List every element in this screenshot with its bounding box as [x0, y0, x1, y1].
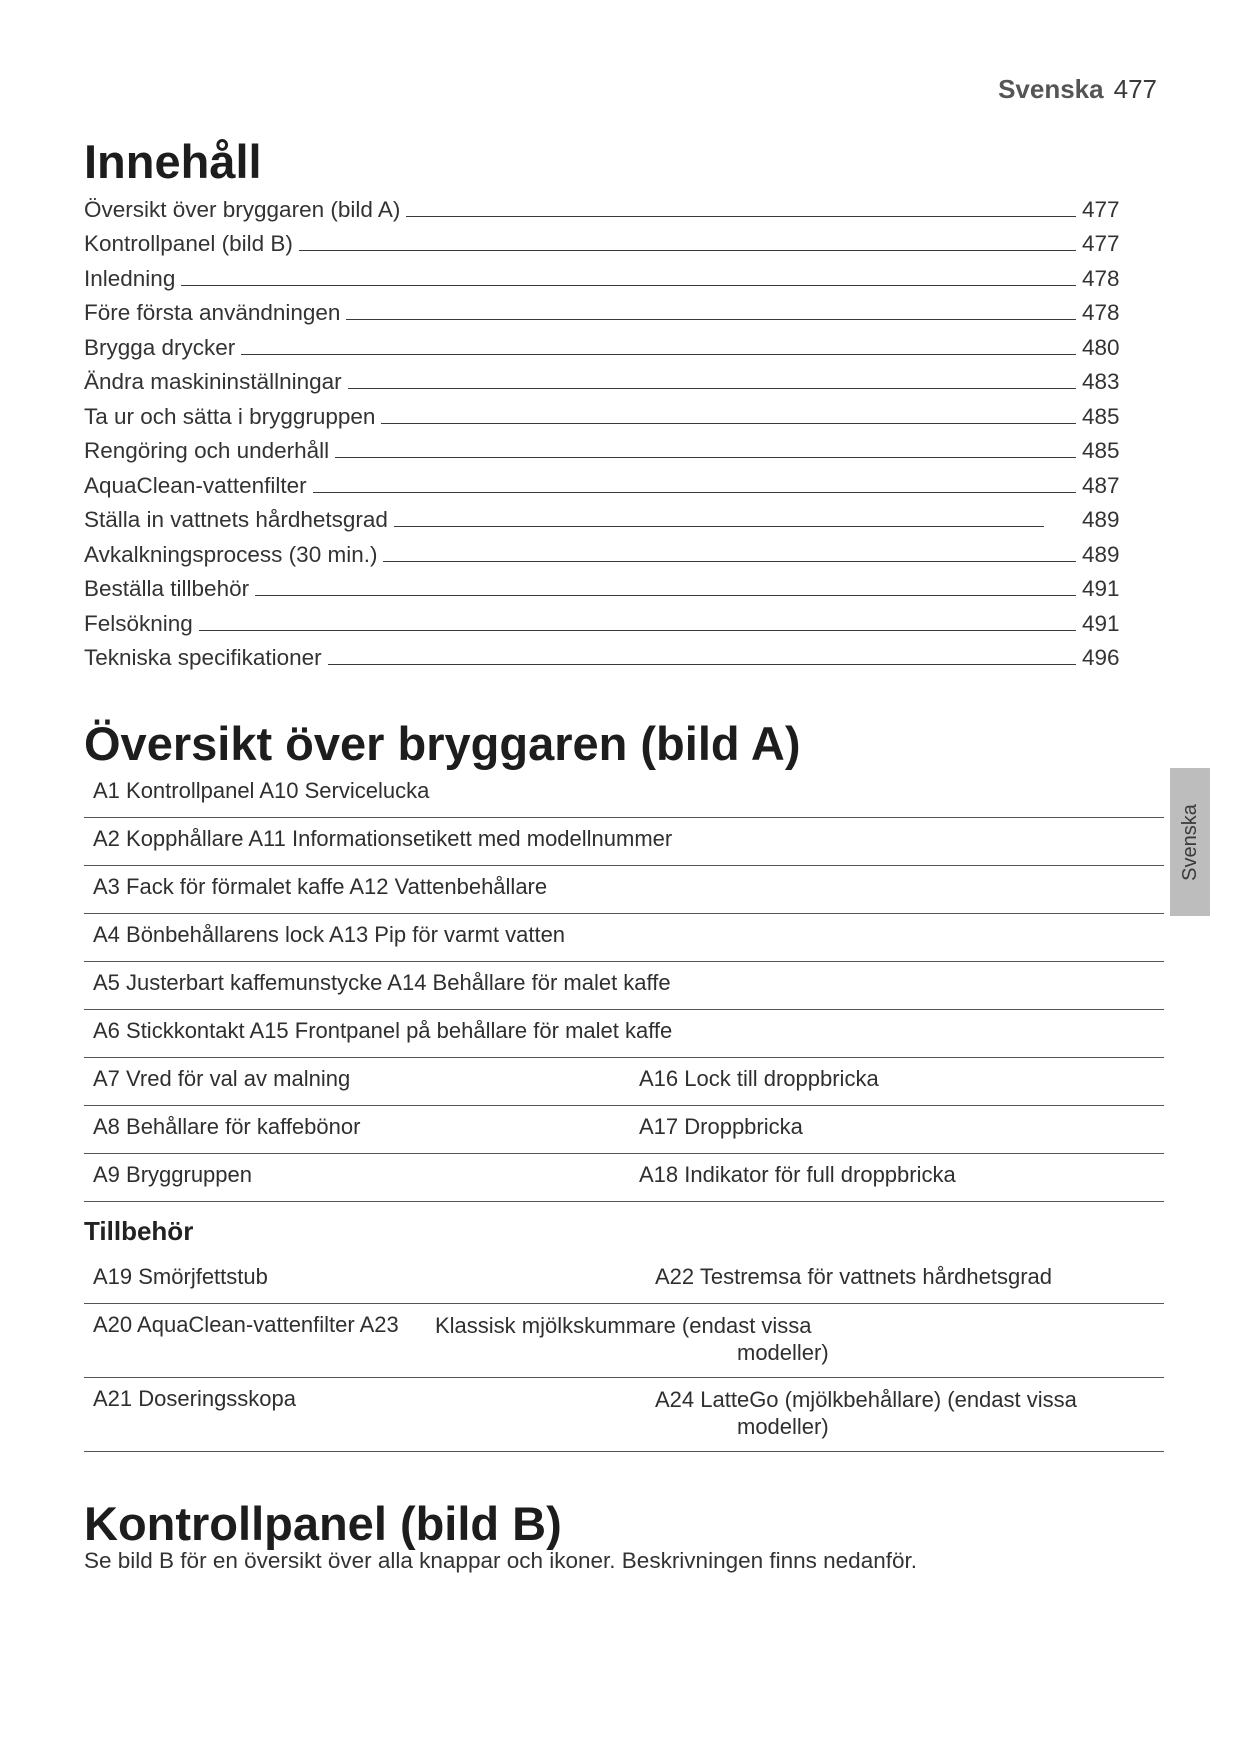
table-row — [84, 914, 1164, 962]
table-cell: A20 AquaClean-vattenfilter A23 — [93, 1312, 399, 1337]
overview-section-title: Översikt över bryggaren (bild A) — [84, 717, 801, 770]
table-cell: A16 Lock till droppbricka — [639, 1066, 879, 1091]
toc-title: Innehåll — [84, 135, 262, 188]
table-row — [84, 1304, 1164, 1378]
toc-entry-page: 477 — [1082, 231, 1120, 256]
overview-parts-table — [84, 770, 1164, 1202]
table-cell — [435, 1312, 829, 1366]
control-panel-section-title: Kontrollpanel (bild B) — [84, 1497, 562, 1550]
toc-entry-label: Översikt över bryggaren (bild A) — [84, 196, 401, 222]
table-row — [84, 1154, 1164, 1202]
accessories-subtitle: Tillbehör — [84, 1216, 194, 1246]
toc-leader-line — [313, 492, 1076, 493]
table-cell: A7 Vred för val av malning — [93, 1066, 351, 1091]
toc-entry-page: 496 — [1082, 645, 1120, 670]
side-tab-label: Svenska — [1178, 803, 1201, 881]
table-cell-line: modeller) — [737, 1340, 829, 1365]
toc-leader-line — [348, 388, 1076, 389]
toc-entry-label: AquaClean-vattenfilter — [84, 472, 307, 498]
table-cell: A21 Doseringsskopa — [93, 1386, 297, 1411]
toc-leader-line — [394, 526, 1044, 527]
toc-entry[interactable] — [84, 637, 1124, 672]
toc-entry[interactable] — [84, 602, 1124, 637]
toc-entry-page: 489 — [1082, 541, 1120, 567]
table-row — [84, 1058, 1164, 1106]
toc-entry-page: 491 — [1082, 610, 1120, 636]
toc-entry[interactable] — [84, 188, 1124, 223]
control-panel-description: Se bild B för en översikt över alla knappar och ikoner. Beskrivningen finns nedanför. — [84, 1548, 917, 1573]
toc-entry-label: Kontrollpanel (bild B) — [84, 231, 293, 256]
toc-entry-page: 478 — [1082, 300, 1120, 325]
table-cell — [655, 1386, 1077, 1440]
table-cell-line: Klassisk mjölkskummare (endast vissa — [435, 1313, 812, 1338]
header-page-number: 477 — [1113, 74, 1157, 104]
table-cell: A1 Kontrollpanel A10 Servicelucka — [93, 778, 430, 803]
toc-entry-page: 480 — [1082, 334, 1120, 360]
table-cell-line: modeller) — [737, 1414, 829, 1439]
table-row — [84, 1256, 1164, 1304]
toc-leader-line — [255, 595, 1076, 596]
table-cell: A5 Justerbart kaffemunstycke A14 Behållare för malet kaffe — [93, 970, 671, 995]
table-cell: A9 Bryggruppen — [93, 1162, 252, 1187]
table-cell: A18 Indikator för full droppbricka — [639, 1162, 956, 1187]
language-side-tab — [1170, 768, 1210, 916]
toc-entry-page: 483 — [1082, 369, 1120, 394]
toc-entry-label: Felsökning — [84, 610, 193, 636]
table-row — [84, 1106, 1164, 1154]
toc-leader-line — [299, 250, 1076, 251]
toc-leader-line — [335, 457, 1076, 458]
toc-entry-page: 487 — [1082, 472, 1120, 498]
toc-leader-line — [346, 319, 1076, 320]
table-row — [84, 770, 1164, 818]
page-header — [998, 74, 1157, 105]
toc-entry[interactable] — [84, 223, 1124, 258]
table-cell: A22 Testremsa för vattnets hårdhetsgrad — [655, 1264, 1053, 1289]
toc-entry[interactable] — [84, 326, 1124, 361]
toc-entry-page: 489 — [1082, 507, 1120, 532]
toc-leader-line — [199, 630, 1076, 631]
accessories-table — [84, 1256, 1164, 1452]
toc-entry[interactable] — [84, 533, 1124, 568]
table-row — [84, 962, 1164, 1010]
toc-entry-label: Inledning — [84, 265, 176, 291]
toc-entry-label: Ändra maskininställningar — [84, 369, 342, 394]
table-cell: A17 Droppbricka — [639, 1114, 803, 1139]
toc-entry[interactable] — [84, 292, 1124, 327]
header-language: Svenska — [998, 74, 1104, 104]
toc-entry-label: Före första användningen — [84, 300, 341, 325]
table-row — [84, 818, 1164, 866]
table-row — [84, 866, 1164, 914]
toc-entry-label: Ställa in vattnets hårdhetsgrad — [84, 507, 388, 532]
toc-entry[interactable] — [84, 257, 1124, 292]
toc-leader-line — [181, 285, 1076, 286]
toc-entry-page: 478 — [1082, 265, 1120, 291]
toc-entry[interactable] — [84, 464, 1124, 499]
toc-entry-page: 491 — [1082, 576, 1120, 601]
table-cell: A4 Bönbehållarens lock A13 Pip för varmt vatten — [93, 922, 566, 947]
toc-entry-label: Rengöring och underhåll — [84, 438, 330, 463]
toc-entry-label: Brygga drycker — [84, 334, 236, 360]
toc-entry-label: Ta ur och sätta i bryggruppen — [84, 403, 376, 429]
table-cell: A8 Behållare för kaffebönor — [93, 1114, 361, 1139]
toc-entry-label: Tekniska specifikationer — [84, 645, 322, 670]
toc-entry[interactable] — [84, 361, 1124, 396]
toc-entry-label: Avkalkningsprocess (30 min.) — [84, 541, 378, 567]
table-cell: A3 Fack för förmalet kaffe A12 Vattenbehållare — [93, 874, 548, 899]
table-row — [84, 1378, 1164, 1452]
table-cell: A2 Kopphållare A11 Informationsetikett med modellnummer — [93, 826, 673, 851]
toc-leader-line — [328, 664, 1076, 665]
toc-entry-page: 477 — [1082, 196, 1120, 222]
table-row — [84, 1010, 1164, 1058]
toc-entry[interactable] — [84, 395, 1124, 430]
toc-entry[interactable] — [84, 568, 1124, 603]
toc-leader-line — [241, 354, 1076, 355]
toc-entry-page: 485 — [1082, 438, 1120, 463]
toc-leader-line — [381, 423, 1076, 424]
table-cell: A6 Stickkontakt A15 Frontpanel på behållare för malet kaffe — [93, 1018, 673, 1043]
table-cell: A19 Smörjfettstub — [93, 1264, 268, 1289]
table-of-contents — [84, 188, 1124, 671]
toc-entry-label: Beställa tillbehör — [84, 576, 250, 601]
table-cell-line: A24 LatteGo (mjölkbehållare) (endast vissa — [655, 1387, 1077, 1412]
toc-leader-line — [406, 216, 1076, 217]
toc-entry[interactable] — [84, 430, 1124, 465]
toc-entry[interactable] — [84, 499, 1124, 534]
toc-leader-line — [383, 561, 1076, 562]
toc-entry-page: 485 — [1082, 403, 1120, 429]
